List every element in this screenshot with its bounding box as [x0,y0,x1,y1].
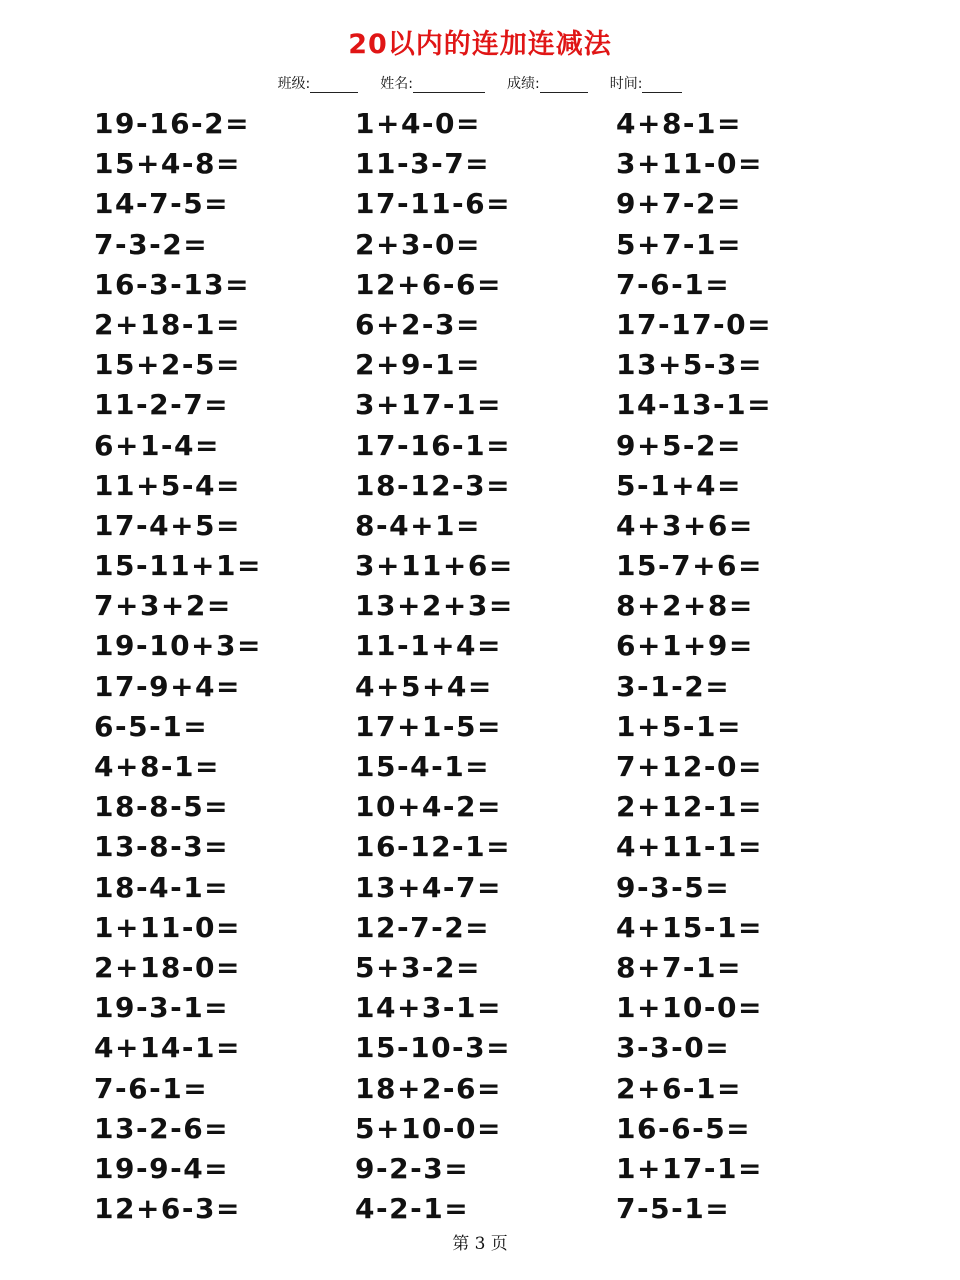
problem-item: 3-3-0= [616,1031,731,1065]
problem-item: 13+4-7= [355,870,502,904]
problem-item: 14+3-1= [355,991,502,1025]
problem-item: 7+3+2= [94,589,232,623]
problem-item: 2+9-1= [355,348,481,382]
blank-line[interactable] [413,78,485,93]
problem-item: 16-3-13= [94,267,251,301]
problem-item: 12+6-3= [94,1192,241,1226]
problem-item: 12+6-6= [355,267,502,301]
problem-item: 8+7-1= [616,950,742,984]
problem-item: 6-5-1= [94,709,209,743]
problem-item: 19-10+3= [94,629,262,663]
problem-item: 9-2-3= [355,1151,470,1185]
problem-item: 3-1-2= [616,669,731,703]
problem-item: 17-11-6= [355,187,512,221]
problem-item: 9+7-2= [616,187,742,221]
name-field [380,73,485,93]
problem-item: 4+8-1= [94,750,220,783]
problem-item: 1+17-1= [616,1151,763,1185]
problem-item: 6+1+9= [616,629,754,663]
problem-item: 3+11-0= [616,147,763,181]
problem-item: 11+5-4= [94,468,241,502]
problem-item: 14-13-1= [616,388,773,422]
problem-item: 8+2+8= [616,589,754,623]
problem-item: 17-4+5= [94,508,241,542]
problem-item: 18-4-1= [94,870,230,904]
info-label: 时间: [609,76,643,92]
problem-item: 13+5-3= [616,348,763,382]
score-field [507,73,588,93]
page-number: 第 3 页 [452,1234,508,1254]
problem-item: 7-6-1= [94,1071,209,1105]
problem-item: 7+12-0= [616,750,763,783]
problem-item: 8-4+1= [355,508,481,542]
problem-item: 2+18-0= [94,950,241,984]
problem-item: 11-2-7= [94,388,230,422]
problem-item: 6+2-3= [355,307,481,341]
problem-item: 15-7+6= [616,549,763,583]
info-label: 姓名: [380,76,413,92]
problem-item: 4+3+6= [616,508,754,542]
problem-item: 15-4-1= [355,750,491,783]
problem-item: 2+12-1= [616,790,763,824]
problem-item: 1+10-0= [616,991,763,1025]
problem-item: 15-10-3= [355,1031,512,1065]
problem-item: 19-9-4= [94,1151,230,1185]
problem-item: 2+3-0= [355,227,481,261]
problem-item: 3+17-1= [355,388,502,422]
problem-item: 1+4-0= [355,107,481,140]
problem-item: 19-16-2= [94,107,251,140]
problem-item: 1+5-1= [616,709,742,743]
problem-item: 1+11-0= [94,910,241,944]
problem-item: 6+1-4= [94,428,220,462]
problem-item: 17-17-0= [616,307,773,341]
problem-item: 7-5-1= [616,1192,731,1226]
problem-item: 18+2-6= [355,1071,502,1105]
problem-item: 10+4-2= [355,790,502,824]
problem-item: 13-2-6= [94,1111,230,1145]
problem-item: 18-12-3= [355,468,512,502]
problem-item: 15-11+1= [94,549,262,583]
problem-item: 4+15-1= [616,910,763,944]
problem-item: 7-6-1= [616,267,731,301]
problem-item: 5-1+4= [616,468,742,502]
student-info-row [0,73,960,93]
problem-item: 7-3-2= [94,227,209,261]
time-field [610,73,683,93]
problem-item: 17+1-5= [355,709,502,743]
problem-item: 5+7-1= [616,227,742,261]
problem-item: 4-2-1= [355,1192,470,1226]
blank-line[interactable] [310,78,358,93]
problem-item: 4+11-1= [616,830,763,864]
problem-item: 15+4-8= [94,147,241,181]
problem-item: 12-7-2= [355,910,491,944]
problem-item: 17-16-1= [355,428,512,462]
problem-item: 13+2+3= [355,589,514,623]
problem-item: 11-1+4= [355,629,502,663]
class-field [278,73,359,93]
problem-item: 16-12-1= [355,830,512,864]
problem-item: 16-6-5= [616,1111,752,1145]
problem-item: 5+3-2= [355,950,481,984]
info-label: 成绩: [507,76,540,92]
problem-item: 5+10-0= [355,1111,502,1145]
problem-item: 14-7-5= [94,187,230,221]
worksheet-title: 20以内的连加连减法 [348,29,612,60]
problem-item: 18-8-5= [94,790,230,824]
problem-item: 2+18-1= [94,307,241,341]
blank-line[interactable] [540,78,588,93]
blank-line[interactable] [642,78,682,93]
problem-item: 4+5+4= [355,669,493,703]
problem-item: 19-3-1= [94,991,230,1025]
problem-item: 17-9+4= [94,669,241,703]
problem-item: 13-8-3= [94,830,230,864]
problem-item: 4+8-1= [616,107,742,140]
problem-item: 3+11+6= [355,549,514,583]
info-label: 班级: [277,76,311,92]
problem-grid [94,104,894,1229]
problem-item: 9+5-2= [616,428,742,462]
problem-item: 9-3-5= [616,870,731,904]
problem-item: 4+14-1= [94,1031,241,1065]
problem-item: 11-3-7= [355,147,491,181]
problem-item: 2+6-1= [616,1071,742,1105]
problem-item: 15+2-5= [94,348,241,382]
